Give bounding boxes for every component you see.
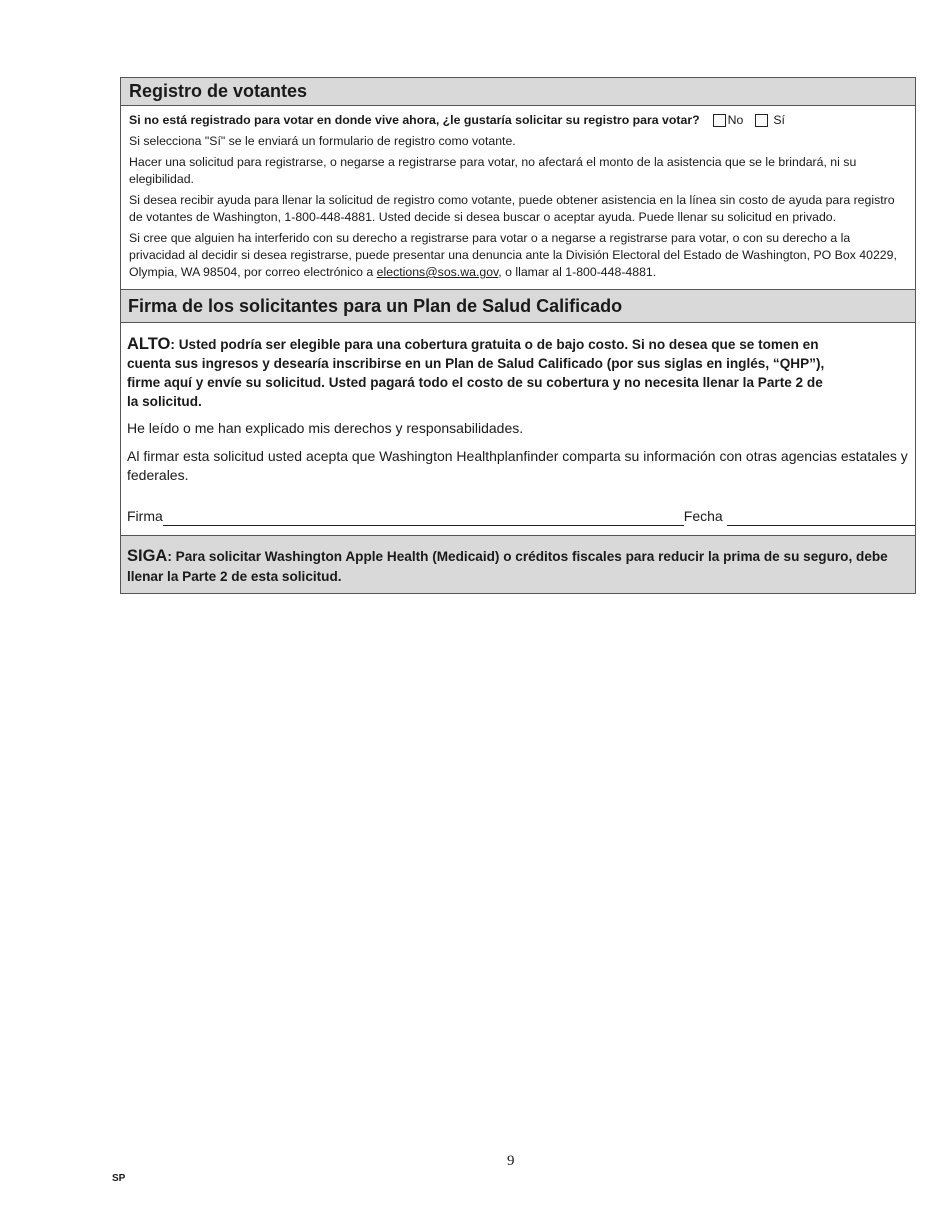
voter-paragraph-1: Si selecciona "Sí" se le enviará un formulario de registro como votante. xyxy=(129,134,516,148)
no-checkbox[interactable] xyxy=(713,114,726,127)
voter-paragraph-4-text: Si cree que alguien ha interferido con su derecho a registrarse para votar o a negarse a registrarse para votar, o con su derecho a la privacidad al decidir si desea registrarse, puede presentar una denuncia ante la División Electoral del Estado de Washington, PO Box 40229, Olympia, WA 98504, por correo electrónico a xyxy=(129,231,897,279)
voter-question-row xyxy=(129,111,907,130)
signature-section xyxy=(121,323,915,526)
alto-notice xyxy=(127,335,827,411)
voter-paragraph-4-end: , o llamar al 1-800-448-4881. xyxy=(498,265,657,279)
signature-field[interactable] xyxy=(163,511,684,526)
alto-text: : Usted podría ser elegible para una cobertura gratuita o de bajo costo. Si no desea que se tomen en cuenta sus ingresos y desearía inscribirse en un Plan de Salud Calificado (por sus siglas en inglés, “QHP”), firme aquí y envíe su solicitud. Usted pagará todo el costo de su cobertura y no necesita llenar la Parte 2 de la solicitud. xyxy=(127,337,825,409)
alto-label: ALTO xyxy=(127,335,171,353)
siga-label: SIGA xyxy=(127,547,168,565)
siga-notice xyxy=(121,535,915,593)
rights-statement: He leído o me han explicado mis derechos y responsabilidades. xyxy=(127,420,524,436)
siga-text: : Para solicitar Washington Apple Health (Medicaid) o créditos fiscales para reducir la prima de su seguro, debe llenar la Parte 2 de esta solicitud. xyxy=(127,549,888,584)
consent-statement: Al firmar esta solicitud usted acepta que Washington Healthplanfinder comparta su información con otras agencias estatales y federales. xyxy=(127,448,908,483)
fecha-label: Fecha xyxy=(683,508,723,524)
no-label: No xyxy=(727,113,744,127)
voter-question: Si no está registrado para votar en donde vive ahora, ¿le gustaría solicitar su registro para votar? xyxy=(129,113,700,127)
firma-label: Firma xyxy=(127,508,163,524)
form-code: SP xyxy=(112,1173,126,1184)
date-field[interactable] xyxy=(727,511,915,526)
voter-paragraph-4 xyxy=(129,230,907,281)
si-label: Sí xyxy=(773,113,785,127)
page-number: 9 xyxy=(507,1153,515,1169)
signature-line xyxy=(127,502,909,526)
signature-section-header: Firma de los solicitantes para un Plan de Salud Calificado xyxy=(121,289,915,323)
application-form xyxy=(120,77,916,594)
option-no[interactable] xyxy=(713,112,744,129)
voter-registration-section xyxy=(121,106,915,289)
voter-registration-header: Registro de votantes xyxy=(121,78,915,106)
voter-paragraph-3: Si desea recibir ayuda para llenar la solicitud de registro como votante, puede obtener asistencia en la línea sin costo de ayuda para registro de votantes de Washington, 1-800-448-4881. Usted decide si desea buscar o aceptar ayuda. Puede llenar su solicitud en privado. xyxy=(129,193,895,224)
voter-paragraph-2: Hacer una solicitud para registrarse, o negarse a registrarse para votar, no afectará el monto de la asistencia que se le brindará, ni su elegibilidad. xyxy=(129,155,857,186)
si-checkbox[interactable] xyxy=(755,114,768,127)
elections-email-link[interactable]: elections@sos.wa.gov xyxy=(376,265,499,279)
option-si[interactable] xyxy=(755,112,785,129)
